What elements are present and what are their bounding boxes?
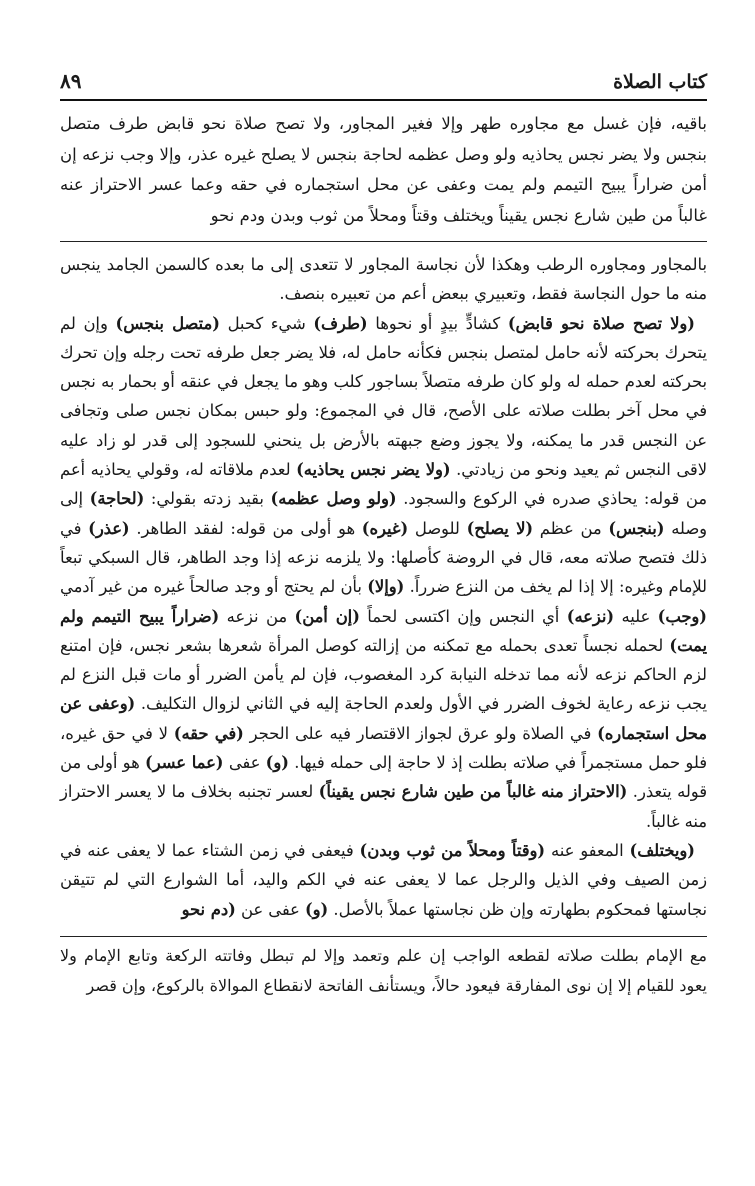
commentary-text: عليه [614, 606, 658, 626]
commentary-text: هو أولى من قوله: لفقد الطاهر. [129, 518, 362, 538]
footnote-paragraph: مع الإمام بطلت صلاته لقطعه الواجب إن علم وتعمد وإلا لم تبطل وفاتته الركعة وتابع الإمام ولا يعود للقيام إلا إن نوى المفارقة فيعود حالاً، ويستأنف الفاتحة لانقطاع الموالاة بالركوع، وإن قصر [60, 945, 707, 995]
bold-matn-quote: (وقتاً ومحلاً من ثوب وبدن) [359, 840, 546, 860]
page-header [60, 55, 707, 99]
commentary-text: وإن لم يتحرك بحركته لأنه حامل لمتصل بنجس فكأنه حامل له، فلا يضر جعل طرفه تحت رجله وإن تحرك بحركته لعدم حمله له ولو كان طرفه متصلاً بساجور كلب وهو ما يجعل في عنقه أو بحمار به نجس في محل آخر بطلت صلاته على الأصح، قال في المجموع: ولو حبس بمكان نجس صلى وتجافى عن النجس قدر ما يمكنه، ولا يجوز وضع جبهته بالأرض بل ينحني للسجود إلى قدر لو زاد عليه لاقى النجس ثم يعيد ونحو من زيادتي. [60, 313, 707, 480]
bold-matn-quote: (عما عسر) [144, 753, 224, 773]
commentary-text: للوصل [408, 518, 467, 538]
commentary-text: لا في حق غيره، فلو حمل مستجمراً في صلاته بطلت إذ لا حاجة إلى حمله فيها. [60, 723, 707, 773]
bold-matn-quote: (طرف) [313, 313, 368, 333]
commentary-text: بالمجاور ومجاوره الرطب وهكذا لأن نجاسة المجاور لا تتعدى إلى ما بعده كالسمن الجامد ينجس منه ما حول النجاسة فقط، وتعبيري ببعض أعم من تعبيره بنصف. [60, 255, 707, 304]
bold-matn-quote: (و) [265, 753, 289, 773]
bold-matn-quote: (وعفى عن محل استجماره) [60, 694, 707, 743]
commentary-text: عفى عن [235, 899, 305, 919]
commentary-text: عفى [223, 753, 266, 773]
bold-matn-quote: (غيره) [361, 518, 409, 538]
page-number: ٨٩ [60, 69, 82, 93]
commentary-text: بقيد زدته بقولي: [144, 489, 271, 509]
bold-matn-quote: (في حقه) [173, 723, 244, 743]
matn-paragraph: باقيه، فإن غسل مع مجاوره طهر وإلا فغير المجاور، ولا تصح صلاة نحو قابض طرف متصل بنجس ولا يضر نجس يحاذيه ولو وصل عظمه لحاجة بنجس لا يصلح غيره عذر، وإلا وجب نزعه إن أمن ضراراً يبيح التيمم ولم يمت وعفى عن محل استجماره في حقه وعما عسر الاحتراز عنه غالباً من طين شارع نجس يقيناً ويختلف وقتاً ومحلاً من ثوب وبدن ودم نحو [60, 114, 707, 225]
bold-matn-quote: (ويختلف) [629, 840, 695, 860]
commentary-text: لعسر تجنبه بخلاف ما لا يعسر الاحتراز منه غالباً. [60, 782, 707, 831]
commentary-text: في ذلك فتصح صلاته معه، قال في الروضة كأصلها: ولا يلزمه نزعه إذا وجد الطاهر، قال السبكي تبعاً للإمام وغيره: إلا إذا لم يخف من النزع ضرراً. [60, 518, 707, 597]
commentary-text: من عظم [533, 518, 609, 538]
bold-matn-quote: (لا يصلح) [466, 518, 534, 538]
bold-matn-quote: (و) [304, 899, 329, 919]
bold-matn-quote: (ولا يضر نجس يحاذيه) [296, 460, 451, 480]
commentary-text: هو أولى من قوله يتعذر. [60, 753, 707, 802]
header-rule [60, 99, 707, 101]
bold-matn-quote: (الاحتراز منه غالباً من طين شارع نجس يقيناً) [318, 782, 628, 802]
sharh-paragraph-1 [60, 250, 707, 309]
matn-text [60, 109, 707, 231]
commentary-text: لحمله نجساً تعدى بحمله مع تمكنه من إزالته كوصل المرأة شعرها بشعر نجس، فإن امتنع لزم الحاكم نزعه لأنه مما تدخله النيابة كرد المغصوب، فإن لم يأمن الضرر أو مات قبل النزع لم يجب نزعه رعاية لخوف الضرر في الأول ولعدم الحاجة إليه في الثاني لزوال التكليف. [60, 635, 707, 714]
bold-matn-quote: (دم نحو [181, 899, 236, 919]
bold-matn-quote: (ولو وصل عظمه) [270, 489, 397, 509]
commentary-text: كشادٍّ بيدٍ أو نحوها [367, 313, 508, 333]
bold-matn-quote: (متصل بنجس) [115, 313, 220, 333]
commentary-text: المعفو عنه [545, 840, 630, 860]
bold-matn-quote: (بنجس) [608, 518, 665, 538]
commentary-text: فيعفى في زمن الشتاء عما لا يعفى عنه في زمن الصيف وفي الذيل والرجل عما لا يعفى عنه في الكم واليد، أما الشوارع التي لم تتيقن نجاستها فمحكوم بطهارته وإن ظن نجاستها عملاً بالأصل. [60, 840, 707, 919]
matn-separator [60, 241, 707, 242]
bold-matn-quote: (نزعه) [566, 606, 615, 626]
commentary-text: لعدم ملاقاته له، وقولي يحاذيه أعم من قوله: يحاذي صدره في الركوع والسجود. [60, 460, 708, 509]
sharh-text [60, 250, 707, 924]
commentary-text: أي النجس وإن اكتسى لحماً [359, 606, 567, 626]
bold-matn-quote: (عذر) [88, 518, 130, 538]
bold-matn-quote: (ولا تصح صلاة نحو قابض) [507, 313, 695, 333]
sharh-paragraph-3 [60, 836, 707, 924]
bold-matn-quote: (وجب) [657, 606, 707, 626]
bold-matn-quote: (لحاجة) [89, 489, 145, 509]
commentary-text: إلى وصله [60, 489, 708, 538]
bold-matn-quote: (وإلا) [367, 577, 405, 597]
commentary-text: بأن لم يحتج أو وجد صالحاً غيره من غير آدمي [60, 577, 368, 597]
sharh-paragraph-2 [60, 309, 707, 836]
commentary-text: من نزعه [219, 606, 295, 626]
running-title: كتاب الصلاة [613, 71, 707, 93]
footnote-text [60, 941, 707, 1001]
bold-matn-quote: (إن أمن) [294, 606, 360, 626]
commentary-text: شيء كحبل [219, 313, 314, 333]
page [60, 55, 707, 1001]
commentary-text: في الصلاة ولو عرق لجواز الاقتصار فيه على الحجر [243, 723, 598, 743]
footnote-separator [60, 936, 707, 937]
bold-matn-quote: (ضراراً يبيح التيمم ولم يمت) [60, 606, 707, 655]
